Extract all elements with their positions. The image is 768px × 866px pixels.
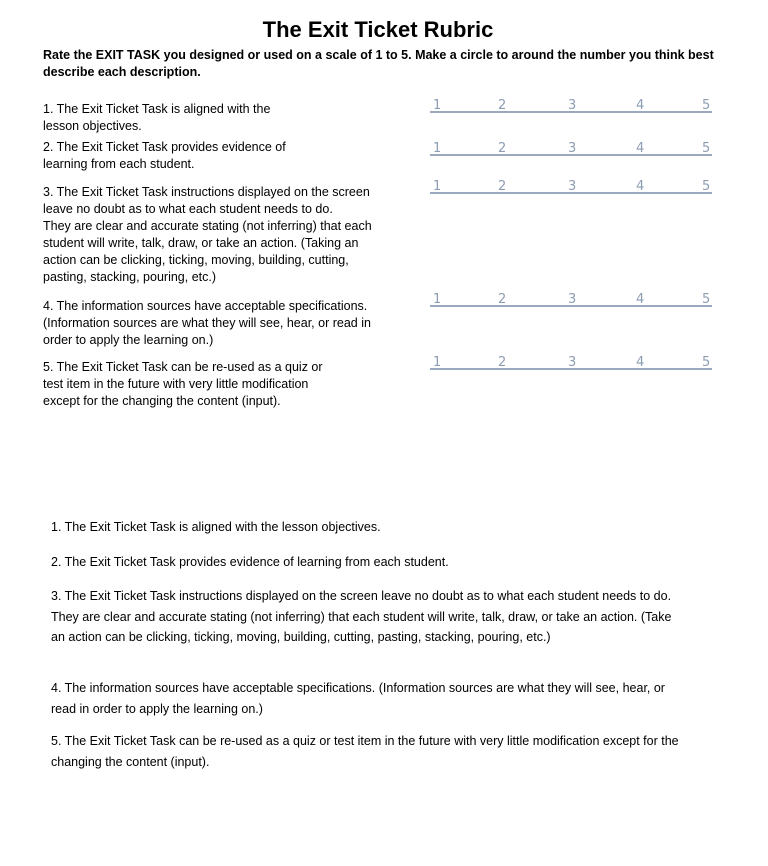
scale-number-1[interactable]: 1 (433, 292, 442, 307)
scale-number-4[interactable]: 4 (636, 141, 645, 156)
scale-number-2[interactable]: 2 (498, 292, 507, 307)
scale-number-5[interactable]: 5 (702, 292, 711, 307)
scale-number-3[interactable]: 3 (568, 179, 577, 194)
scale-number-2[interactable]: 2 (498, 141, 507, 156)
summary-item-4: 4. The information sources have acceptable specifications. (Information sources are what they will see, hear, or read in order to apply the learning on.) (51, 681, 665, 716)
scale-number-2[interactable]: 2 (498, 98, 507, 113)
scale-number-3[interactable]: 3 (568, 98, 577, 113)
page-title: The Exit Ticket Rubric (262, 17, 494, 42)
summary-item-5: 5. The Exit Ticket Task can be re-used as a quiz or test item in the future with very little modification except for the changing the content (input). (51, 734, 679, 769)
criterion-5-text: 5. The Exit Ticket Task can be re-used as a quiz or test item in the future with very little modification except for the changing the content (input). (43, 360, 323, 408)
instructions-text: Rate the EXIT TASK you designed or used on a scale of 1 to 5. Make a circle to around the number you think best describe each description. (43, 48, 714, 79)
summary-item-1: 1. The Exit Ticket Task is aligned with the lesson objectives. (51, 520, 381, 534)
rating-scale-4 (430, 292, 712, 308)
scale-number-1[interactable]: 1 (433, 98, 442, 113)
scale-number-1[interactable]: 1 (433, 179, 442, 194)
scale-number-3[interactable]: 3 (568, 355, 577, 370)
scale-number-2[interactable]: 2 (498, 355, 507, 370)
scale-number-5[interactable]: 5 (702, 179, 711, 194)
summary-item-3: 3. The Exit Ticket Task instructions displayed on the screen leave no doubt as to what each student needs to do. They are clear and accurate stating (not inferring) that each student will write, talk, draw, or take an action. (Take an action can be clicking, ticking, moving, building, cutting, pasting, stacking, pouring, etc.) (51, 589, 672, 644)
rating-scale-3 (430, 179, 712, 195)
rating-scale-5 (430, 355, 712, 371)
scale-number-4[interactable]: 4 (636, 179, 645, 194)
scale-number-4[interactable]: 4 (636, 292, 645, 307)
criterion-4-text: 4. The information sources have acceptable specifications. (Information sources are what they will see, hear, or read in order to apply the learning on.) (43, 299, 371, 347)
scale-number-1[interactable]: 1 (433, 355, 442, 370)
scale-number-2[interactable]: 2 (498, 179, 507, 194)
summary-item-2: 2. The Exit Ticket Task provides evidence of learning from each student. (51, 555, 449, 569)
criterion-1-text: 1. The Exit Ticket Task is aligned with the lesson objectives. (43, 102, 271, 133)
scale-number-5[interactable]: 5 (702, 98, 711, 113)
scale-number-3[interactable]: 3 (568, 292, 577, 307)
scale-number-4[interactable]: 4 (636, 98, 645, 113)
rating-scale-1 (430, 98, 712, 114)
scale-number-4[interactable]: 4 (636, 355, 645, 370)
criterion-3-text: 3. The Exit Ticket Task instructions displayed on the screen leave no doubt as to what each student needs to do. They are clear and accurate stating (not inferring) that each student will write, talk, draw, or take an action. (Taking an action can be clicking, ticking, moving, building, cutting, pasting, stacking, pouring, etc.) (43, 185, 372, 284)
rating-scale-2 (430, 141, 712, 157)
scale-number-5[interactable]: 5 (702, 355, 711, 370)
scale-number-3[interactable]: 3 (568, 141, 577, 156)
scale-number-5[interactable]: 5 (702, 141, 711, 156)
scale-number-1[interactable]: 1 (433, 141, 442, 156)
criterion-2-text: 2. The Exit Ticket Task provides evidence of learning from each student. (43, 140, 286, 171)
